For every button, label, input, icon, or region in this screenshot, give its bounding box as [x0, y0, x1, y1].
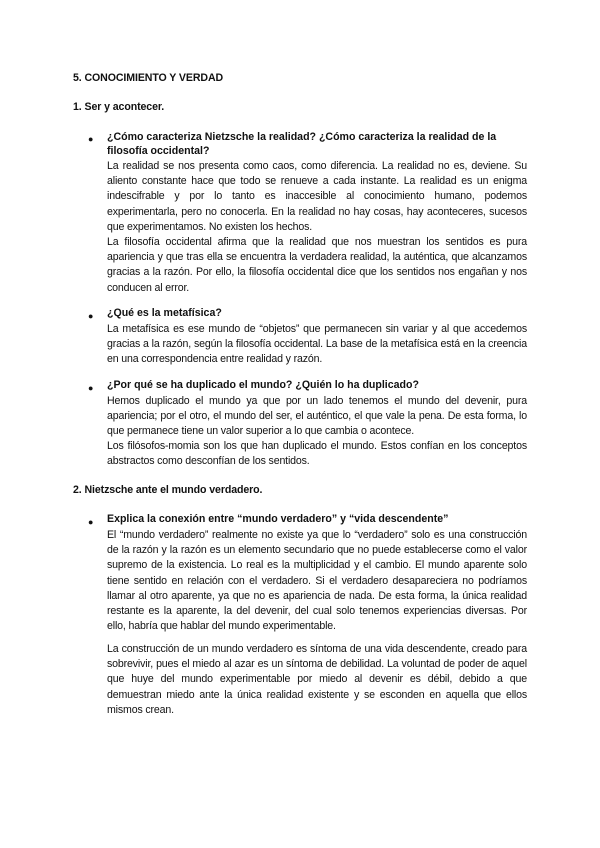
answer-3-paragraph-2: Los filósofos-momia son los que han duplicado el mundo. Estos confían en los conceptos abstractos como desconfían de los sentidos. [107, 440, 527, 468]
question-2: ¿Qué es la metafísica? [107, 307, 222, 319]
section-heading-2: 2. Nietzsche ante el mundo verdadero. [73, 484, 263, 496]
answer-2-paragraph-1: La metafísica es ese mundo de “objetos” que permanecen sin variar y al que accedemos gracias a la razón, según la filosofía occidental. La base de la metafísica está en la creencia en una correspondencia entre realidad y razón. [107, 323, 527, 366]
question-4: Explica la conexión entre “mundo verdadero” y “vida descendente” [107, 513, 449, 525]
question-1: ¿Cómo caracteriza Nietzsche la realidad? ¿Cómo caracteriza la realidad de la filosofía occidental? [107, 131, 497, 157]
answer-4-paragraph-2: La construcción de un mundo verdadero es síntoma de una vida descendente, creado para sobrevivir, pues el miedo al azar es un síntoma de debilidad. La voluntad de poder de aquel que huye del mundo experimentable por miedo al devenir es débil, debido a que demuestran miedo ante la única realidad existente y se esconden en aquella que ellos mismos crean. [107, 643, 527, 716]
bullet-4: ● [88, 517, 94, 527]
answer-3-paragraph-1: Hemos duplicado el mundo ya que por un lado tenemos el mundo del devenir, pura apariencia; por el otro, el mundo del ser, el auténtico, el que vale la pena. De esta forma, lo que permanece tiene un valor superior a lo que cambia o acontece. [107, 395, 527, 438]
answer-1-paragraph-2: La filosofía occidental afirma que la realidad que nos muestran los sentidos es pura apariencia y que tras ella se encuentra la verdadera realidad, la auténtica, que alcanzamos gracias a la razón. Por ello, la filosofía occidental dice que los sentidos nos engañan y nos conducen al error. [107, 236, 527, 294]
bullet-3: ● [88, 383, 94, 393]
answer-1-paragraph-1: La realidad se nos presenta como caos, como diferencia. La realidad no es, deviene. Su aliento constante hace que todo se renueve a cada instante. La realidad es un enigma indescifrable y por lo tanto es inaccesible al conocimiento humano, podemos experimentarla, pero no conocerla. En la realidad no hay cosas, hay aconteceres, sucesos que experimentamos. No existen los hechos. [107, 160, 527, 233]
bullet-1: ● [88, 134, 94, 144]
answer-4-paragraph-1: El “mundo verdadero” realmente no existe ya que lo “verdadero” solo es una construcción de la razón y la razón es un elemento secundario que no puede establecerse como el valor supremo de la existencia. Lo real es la multiplicidad y el cambio. El mundo aparente solo tiene sentido en relación con el verdadero. Si el verdadero desapareciera no podríamos llamar al otro aparente, ya que no es apariencia de nada. De esta forma, la única realidad restante es la aparente, la del devenir, del cual solo tenemos experiencias diversas. Por ello, habría que hablar del mundo experimentable. [107, 529, 527, 633]
question-3: ¿Por qué se ha duplicado el mundo? ¿Quién lo ha duplicado? [107, 379, 419, 391]
section-heading-1: 1. Ser y acontecer. [73, 101, 165, 113]
bullet-2: ● [88, 311, 94, 321]
document-title: 5. CONOCIMIENTO Y VERDAD [73, 72, 224, 84]
